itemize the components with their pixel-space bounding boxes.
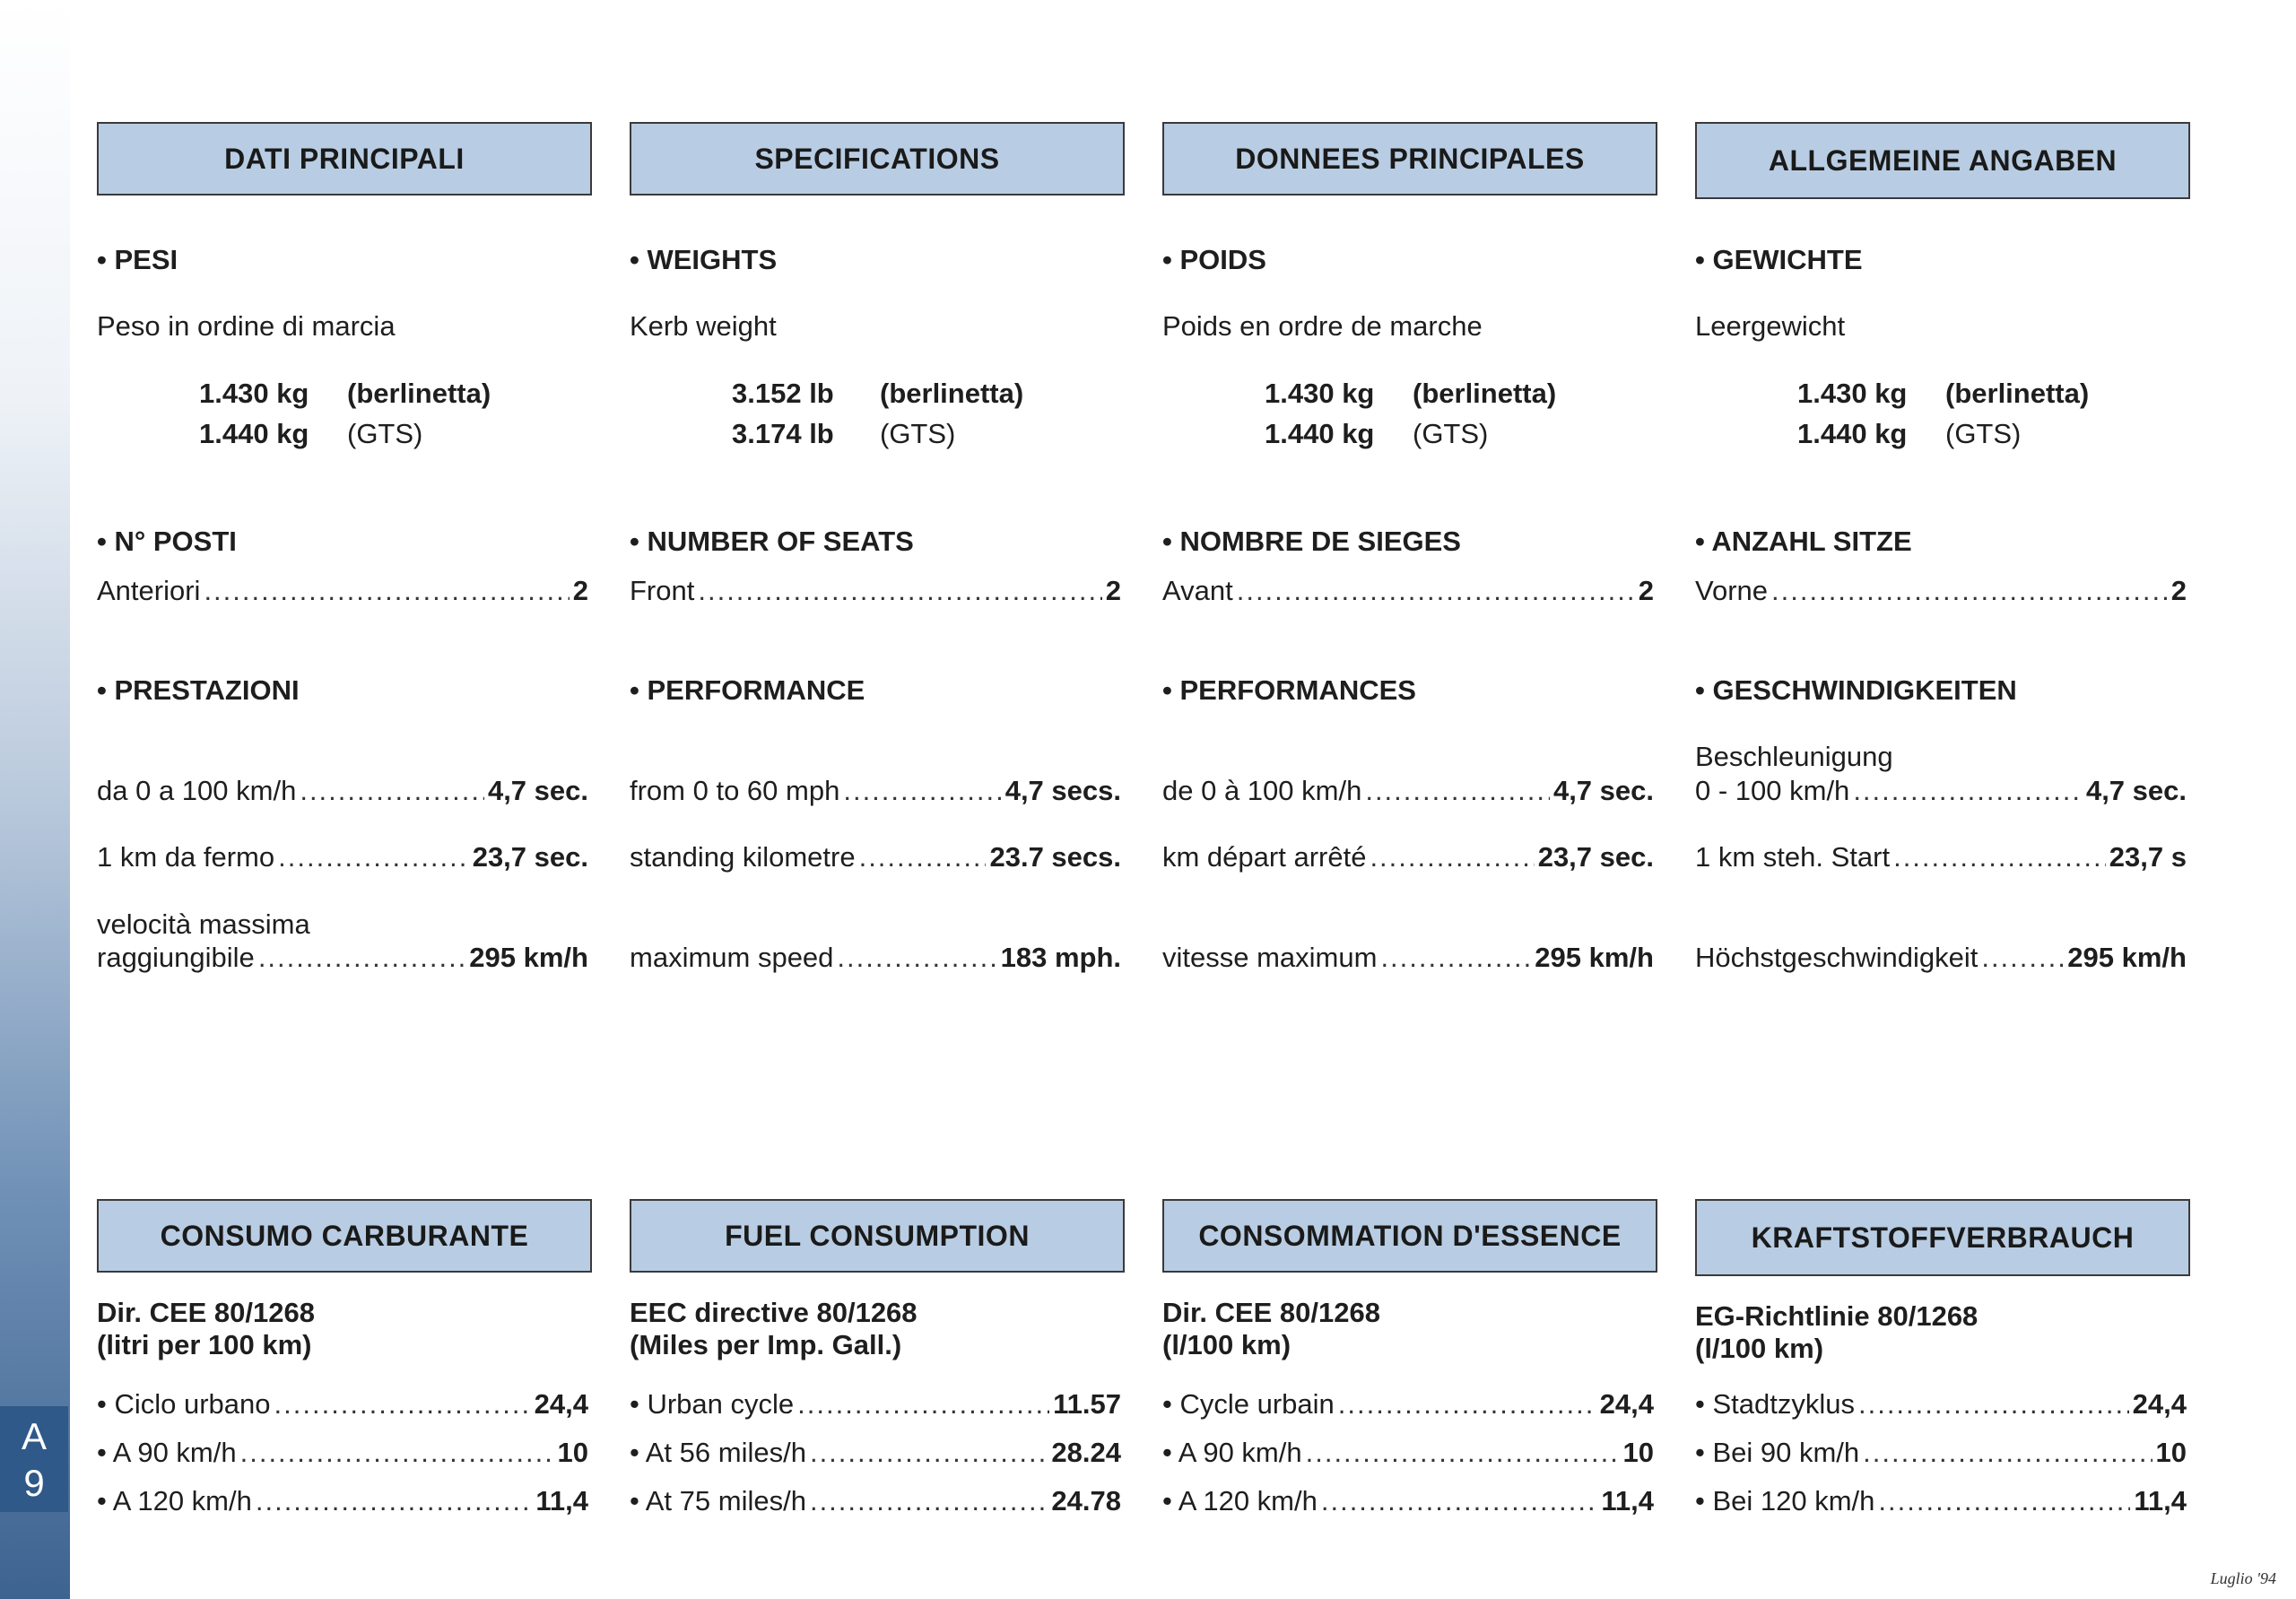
max-speed-value: 183 mph. [1000, 942, 1121, 973]
weight-variant: (GTS) [1413, 418, 1489, 449]
acceleration-row [630, 775, 1121, 807]
header-main-data: DATI PRINCIPALI [97, 122, 592, 196]
fuel-row [97, 1388, 588, 1421]
weight-row [199, 418, 422, 450]
section-tab-number: 9 [23, 1462, 45, 1504]
seats-label: Vorne [1695, 575, 1769, 606]
fuel-value: 11.57 [1053, 1388, 1121, 1420]
weight-value: 1.440 kg [199, 418, 309, 449]
acceleration-value: 4,7 secs. [1004, 775, 1121, 806]
acceleration-label: from 0 to 60 mph [630, 775, 840, 806]
fuel-row [97, 1437, 588, 1469]
fuel-value: 24.78 [1051, 1485, 1121, 1516]
standing-km-row [97, 841, 588, 873]
fuel-value: 24,4 [2132, 1388, 2187, 1420]
weight-row [732, 418, 955, 450]
weight-row [1797, 378, 2089, 410]
fuel-label: • Bei 90 km/h [1695, 1437, 1860, 1468]
header-fuel-consumption: CONSOMMATION D'ESSENCE [1162, 1199, 1657, 1273]
seats-title: • NUMBER OF SEATS [630, 526, 914, 557]
weight-value: 3.152 lb [732, 378, 834, 409]
side-band [0, 0, 70, 1599]
fuel-label: • At 56 miles/h [630, 1437, 806, 1468]
max-speed-row [1695, 942, 2187, 974]
directive-line1: Dir. CEE 80/1268 [97, 1297, 315, 1328]
header-fuel-consumption: KRAFTSTOFFVERBRAUCH [1695, 1199, 2190, 1276]
fuel-row [1695, 1388, 2187, 1421]
weights-title: • GEWICHTE [1695, 244, 1863, 275]
seats-title: • NOMBRE DE SIEGES [1162, 526, 1461, 557]
max-speed-row [1162, 942, 1654, 974]
seats-title: • N° POSTI [97, 526, 237, 557]
fuel-value: 10 [557, 1437, 588, 1468]
fuel-row [630, 1437, 1121, 1469]
acceleration-row [1162, 775, 1654, 807]
weight-value: 1.430 kg [199, 378, 309, 409]
header-fuel-consumption: CONSUMO CARBURANTE [97, 1199, 592, 1273]
weights-label: Kerb weight [630, 310, 777, 342]
seats-row [1695, 575, 2187, 607]
standing-km-value: 23,7 sec. [472, 841, 588, 873]
seats-label: Anteriori [97, 575, 201, 606]
performance-title: • PERFORMANCE [630, 674, 865, 706]
fuel-label: • Bei 120 km/h [1695, 1485, 1875, 1516]
fuel-row [1162, 1437, 1654, 1469]
performance-title: • GESCHWINDIGKEITEN [1695, 674, 2017, 706]
weight-row [732, 378, 1023, 410]
weight-row [1797, 418, 2021, 450]
weight-variant: (berlinetta) [1413, 378, 1557, 409]
seats-value: 2 [1105, 575, 1121, 606]
seats-label: Front [630, 575, 695, 606]
fuel-label: • Urban cycle [630, 1388, 795, 1420]
standing-km-row [1695, 841, 2187, 873]
max-speed-value: 295 km/h [1535, 942, 1654, 973]
fuel-label: • Stadtzyklus [1695, 1388, 1855, 1420]
directive-line2: (l/100 km) [1162, 1329, 1292, 1360]
directive-line2: (Miles per Imp. Gall.) [630, 1329, 902, 1360]
weights-title: • WEIGHTS [630, 244, 778, 275]
fuel-value: 28.24 [1051, 1437, 1121, 1468]
weight-value: 1.440 kg [1797, 418, 1908, 449]
fuel-row [1162, 1388, 1654, 1421]
acceleration-label: de 0 à 100 km/h [1162, 775, 1362, 806]
weight-value: 1.430 kg [1797, 378, 1908, 409]
max-speed-label: raggiungibile [97, 942, 255, 973]
directive-line1: EEC directive 80/1268 [630, 1297, 918, 1328]
weight-value: 1.440 kg [1265, 418, 1375, 449]
directive-line2: (litri per 100 km) [97, 1329, 312, 1360]
acceleration-label: 0 - 100 km/h [1695, 775, 1850, 806]
performance-title: • PERFORMANCES [1162, 674, 1416, 706]
max-speed-row [97, 942, 588, 974]
seats-title: • ANZAHL SITZE [1695, 526, 1912, 557]
weight-variant: (berlinetta) [1945, 378, 2090, 409]
max-speed-row [630, 942, 1121, 974]
max-speed-label: vitesse maximum [1162, 942, 1378, 973]
standing-km-value: 23,7 s [2109, 841, 2187, 873]
fuel-value: 24,4 [1599, 1388, 1654, 1420]
seats-row [1162, 575, 1654, 607]
weight-row [1265, 378, 1556, 410]
fuel-label: • A 120 km/h [1162, 1485, 1318, 1516]
section-tab-letter: A [21, 1415, 47, 1457]
acceleration-row [1695, 775, 2187, 807]
standing-km-row [630, 841, 1121, 873]
standing-km-value: 23,7 sec. [1537, 841, 1654, 873]
standing-km-value: 23.7 secs. [989, 841, 1121, 873]
seats-value: 2 [2170, 575, 2187, 606]
fuel-row [630, 1485, 1121, 1517]
header-main-data: DONNEES PRINCIPALES [1162, 122, 1657, 196]
fuel-value: 11,4 [535, 1485, 588, 1516]
fuel-label: • A 90 km/h [97, 1437, 237, 1468]
standing-km-row [1162, 841, 1654, 873]
max-speed-label: Höchstgeschwindigkeit [1695, 942, 1979, 973]
standing-km-label: 1 km da fermo [97, 841, 275, 873]
weights-label: Poids en ordre de marche [1162, 310, 1483, 342]
seats-value: 2 [572, 575, 588, 606]
weight-row [1265, 418, 1488, 450]
fuel-label: • A 120 km/h [97, 1485, 252, 1516]
standing-km-label: standing kilometre [630, 841, 856, 873]
weights-title: • PESI [97, 244, 178, 275]
fuel-label: • At 75 miles/h [630, 1485, 806, 1516]
fuel-row [1695, 1437, 2187, 1469]
weight-variant: (GTS) [1945, 418, 2022, 449]
max-speed-prefix: velocità massima [97, 908, 310, 940]
directive-line2: (l/100 km) [1695, 1333, 1824, 1364]
header-main-data: ALLGEMEINE ANGABEN [1695, 122, 2190, 199]
header-fuel-consumption: FUEL CONSUMPTION [630, 1199, 1125, 1273]
weight-variant: (berlinetta) [880, 378, 1024, 409]
fuel-row [630, 1388, 1121, 1421]
acceleration-prefix: Beschleunigung [1695, 741, 1893, 772]
acceleration-value: 4,7 sec. [487, 775, 588, 806]
weight-row [199, 378, 491, 410]
fuel-value: 11,4 [1601, 1485, 1654, 1516]
standing-km-label: 1 km steh. Start [1695, 841, 1891, 873]
fuel-row [1695, 1485, 2187, 1517]
fuel-row [97, 1485, 588, 1517]
weight-variant: (berlinetta) [347, 378, 491, 409]
acceleration-label: da 0 a 100 km/h [97, 775, 297, 806]
fuel-value: 24,4 [534, 1388, 588, 1420]
fuel-row [1162, 1485, 1654, 1517]
section-tab [0, 1406, 68, 1512]
weights-title: • POIDS [1162, 244, 1266, 275]
fuel-label: • Cycle urbain [1162, 1388, 1335, 1420]
footer-date: Luglio '94 [2210, 1569, 2276, 1587]
weight-value: 1.430 kg [1265, 378, 1375, 409]
weight-variant: (GTS) [347, 418, 423, 449]
directive-line1: EG-Richtlinie 80/1268 [1695, 1300, 1979, 1332]
max-speed-value: 295 km/h [2067, 942, 2187, 973]
seats-row [97, 575, 588, 607]
max-speed-value: 295 km/h [469, 942, 588, 973]
acceleration-value: 4,7 sec. [2085, 775, 2187, 806]
fuel-label: • Ciclo urbano [97, 1388, 271, 1420]
weight-variant: (GTS) [880, 418, 956, 449]
fuel-value: 11,4 [2134, 1485, 2187, 1516]
seats-label: Avant [1162, 575, 1233, 606]
standing-km-label: km départ arrêté [1162, 841, 1367, 873]
acceleration-value: 4,7 sec. [1552, 775, 1654, 806]
acceleration-row [97, 775, 588, 807]
weight-value: 3.174 lb [732, 418, 834, 449]
performance-title: • PRESTAZIONI [97, 674, 300, 706]
header-main-data: SPECIFICATIONS [630, 122, 1125, 196]
weights-label: Peso in ordine di marcia [97, 310, 396, 342]
max-speed-label: maximum speed [630, 942, 834, 973]
seats-value: 2 [1638, 575, 1654, 606]
fuel-label: • A 90 km/h [1162, 1437, 1302, 1468]
seats-row [630, 575, 1121, 607]
directive-line1: Dir. CEE 80/1268 [1162, 1297, 1380, 1328]
fuel-value: 10 [1622, 1437, 1654, 1468]
fuel-value: 10 [2155, 1437, 2187, 1468]
weights-label: Leergewicht [1695, 310, 1846, 342]
